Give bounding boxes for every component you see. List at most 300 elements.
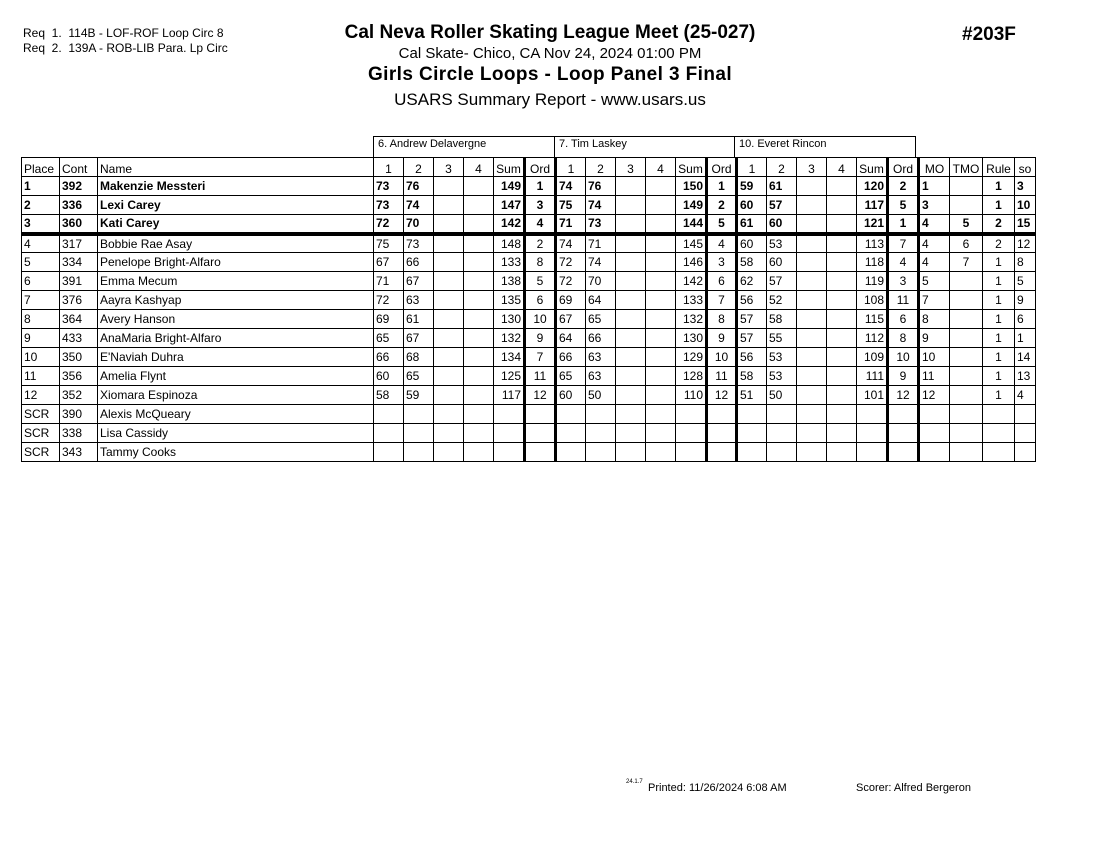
- score-cell: 58: [767, 310, 797, 329]
- name-cell: Tammy Cooks: [98, 443, 374, 462]
- sum-cell: 132: [676, 310, 707, 329]
- score-cell: 76: [404, 177, 434, 196]
- rule-cell: [983, 443, 1015, 462]
- sum-cell: 113: [857, 234, 888, 253]
- score-cell: 71: [374, 272, 404, 291]
- col-j1-score-4: 4: [464, 158, 494, 177]
- col-so: so: [1015, 158, 1036, 177]
- score-cell: [827, 234, 857, 253]
- score-cell: [827, 253, 857, 272]
- rule-cell: 1: [983, 348, 1015, 367]
- score-cell: 75: [556, 196, 586, 215]
- score-cell: [827, 291, 857, 310]
- rule-cell: 1: [983, 291, 1015, 310]
- score-cell: [464, 215, 494, 234]
- scorer-name: Scorer: Alfred Bergeron: [856, 782, 971, 794]
- sum-cell: 112: [857, 329, 888, 348]
- score-cell: [556, 443, 586, 462]
- name-cell: Makenzie Messteri: [98, 177, 374, 196]
- score-cell: 71: [556, 215, 586, 234]
- score-cell: [646, 348, 676, 367]
- event-title: Girls Circle Loops - Loop Panel 3 Final: [368, 64, 732, 85]
- score-cell: 52: [767, 291, 797, 310]
- sum-cell: [676, 405, 707, 424]
- ord-cell: 6: [888, 310, 919, 329]
- cont-cell: 350: [60, 348, 98, 367]
- score-cell: 56: [737, 291, 767, 310]
- so-cell: 1: [1015, 329, 1036, 348]
- col-j2-score-2: 2: [586, 158, 616, 177]
- score-cell: [827, 329, 857, 348]
- score-cell: [616, 424, 646, 443]
- mo-cell: 10: [919, 348, 950, 367]
- score-cell: [737, 443, 767, 462]
- cont-cell: 352: [60, 386, 98, 405]
- table-row: [22, 386, 1036, 405]
- score-cell: 74: [556, 177, 586, 196]
- score-cell: [797, 291, 827, 310]
- ord-cell: [525, 424, 556, 443]
- score-cell: [464, 310, 494, 329]
- ord-cell: 1: [525, 177, 556, 196]
- mo-cell: 1: [919, 177, 950, 196]
- score-cell: [616, 215, 646, 234]
- score-cell: 73: [374, 177, 404, 196]
- sum-cell: 117: [494, 386, 525, 405]
- name-cell: Avery Hanson: [98, 310, 374, 329]
- sum-cell: 120: [857, 177, 888, 196]
- col-j3-score-3: 3: [797, 158, 827, 177]
- rule-cell: 2: [983, 234, 1015, 253]
- table-row: [22, 253, 1036, 272]
- score-cell: 64: [586, 291, 616, 310]
- tmo-cell: 5: [950, 215, 983, 234]
- score-cell: [616, 348, 646, 367]
- score-cell: 65: [556, 367, 586, 386]
- ord-cell: 7: [525, 348, 556, 367]
- name-cell: Lisa Cassidy: [98, 424, 374, 443]
- score-cell: [434, 424, 464, 443]
- score-cell: [404, 443, 434, 462]
- tmo-cell: [950, 424, 983, 443]
- rule-cell: 1: [983, 329, 1015, 348]
- score-cell: [797, 424, 827, 443]
- cont-cell: 343: [60, 443, 98, 462]
- sum-cell: [857, 405, 888, 424]
- score-cell: [616, 177, 646, 196]
- sum-cell: 133: [676, 291, 707, 310]
- score-cell: 61: [767, 177, 797, 196]
- score-cell: [586, 443, 616, 462]
- score-cell: [434, 215, 464, 234]
- score-cell: 56: [737, 348, 767, 367]
- score-cell: [464, 386, 494, 405]
- table-row: [22, 424, 1036, 443]
- rule-cell: [983, 424, 1015, 443]
- meet-number: #203F: [962, 24, 1016, 45]
- col-tmo: TMO: [950, 158, 983, 177]
- sum-cell: 138: [494, 272, 525, 291]
- score-cell: [616, 234, 646, 253]
- sum-cell: 147: [494, 196, 525, 215]
- ord-cell: 8: [888, 329, 919, 348]
- table-row: [22, 367, 1036, 386]
- sum-cell: 128: [676, 367, 707, 386]
- sum-cell: 121: [857, 215, 888, 234]
- ord-cell: 5: [888, 196, 919, 215]
- ord-cell: [525, 405, 556, 424]
- place-cell: 7: [22, 291, 60, 310]
- tmo-cell: [950, 329, 983, 348]
- score-cell: 58: [737, 253, 767, 272]
- sum-cell: 149: [494, 177, 525, 196]
- cont-cell: 336: [60, 196, 98, 215]
- score-cell: [464, 272, 494, 291]
- tmo-cell: [950, 405, 983, 424]
- score-cell: [827, 405, 857, 424]
- table-row: [22, 329, 1036, 348]
- col-j1-score-3: 3: [434, 158, 464, 177]
- score-cell: 55: [767, 329, 797, 348]
- ord-cell: 9: [707, 329, 737, 348]
- score-cell: 66: [586, 329, 616, 348]
- score-cell: [646, 329, 676, 348]
- score-cell: [464, 424, 494, 443]
- score-cell: [434, 367, 464, 386]
- score-cell: [646, 215, 676, 234]
- sum-cell: 125: [494, 367, 525, 386]
- place-cell: 11: [22, 367, 60, 386]
- score-cell: [464, 196, 494, 215]
- score-cell: [556, 424, 586, 443]
- col-j1-score-1: 1: [374, 158, 404, 177]
- score-cell: 72: [374, 291, 404, 310]
- judge-2-header: 7. Tim Laskey: [554, 136, 735, 157]
- cont-cell: 356: [60, 367, 98, 386]
- score-cell: [646, 177, 676, 196]
- col-j2-ord: Ord: [707, 158, 737, 177]
- judge-3-header: 10. Everet Rincon: [734, 136, 916, 157]
- score-cell: 53: [767, 348, 797, 367]
- ord-cell: 2: [525, 234, 556, 253]
- score-cell: [434, 253, 464, 272]
- score-cell: [434, 405, 464, 424]
- score-cell: [797, 367, 827, 386]
- score-cell: [797, 348, 827, 367]
- ord-cell: 5: [707, 215, 737, 234]
- score-cell: 70: [586, 272, 616, 291]
- cont-cell: 376: [60, 291, 98, 310]
- col-j2-score-4: 4: [646, 158, 676, 177]
- place-cell: 9: [22, 329, 60, 348]
- score-cell: [797, 253, 827, 272]
- score-cell: [827, 196, 857, 215]
- score-cell: 68: [404, 348, 434, 367]
- col-mo: MO: [919, 158, 950, 177]
- score-cell: 60: [767, 253, 797, 272]
- rule-cell: 1: [983, 310, 1015, 329]
- ord-cell: 8: [707, 310, 737, 329]
- score-cell: [464, 405, 494, 424]
- so-cell: [1015, 405, 1036, 424]
- sum-cell: 101: [857, 386, 888, 405]
- sum-cell: 149: [676, 196, 707, 215]
- ord-cell: 10: [525, 310, 556, 329]
- rule-cell: 1: [983, 253, 1015, 272]
- score-cell: 73: [404, 234, 434, 253]
- score-cell: [616, 291, 646, 310]
- table-row: [22, 310, 1036, 329]
- score-cell: 51: [737, 386, 767, 405]
- mo-cell: 4: [919, 215, 950, 234]
- score-cell: [464, 253, 494, 272]
- sum-cell: [676, 424, 707, 443]
- col-j3-sum: Sum: [857, 158, 888, 177]
- sum-cell: 110: [676, 386, 707, 405]
- score-cell: 63: [586, 367, 616, 386]
- cont-cell: 317: [60, 234, 98, 253]
- sum-cell: 115: [857, 310, 888, 329]
- score-cell: 67: [556, 310, 586, 329]
- ord-cell: 3: [707, 253, 737, 272]
- score-cell: 70: [404, 215, 434, 234]
- ord-cell: 11: [707, 367, 737, 386]
- col-j1-sum: Sum: [494, 158, 525, 177]
- score-cell: [374, 405, 404, 424]
- score-cell: [586, 424, 616, 443]
- table-row: [22, 177, 1036, 196]
- col-j3-score-4: 4: [827, 158, 857, 177]
- tmo-cell: 7: [950, 253, 983, 272]
- score-cell: [646, 367, 676, 386]
- ord-cell: 9: [525, 329, 556, 348]
- ord-cell: 1: [888, 215, 919, 234]
- so-cell: 9: [1015, 291, 1036, 310]
- score-cell: [404, 424, 434, 443]
- cont-cell: 390: [60, 405, 98, 424]
- ord-cell: 6: [525, 291, 556, 310]
- rule-cell: 1: [983, 177, 1015, 196]
- mo-cell: 12: [919, 386, 950, 405]
- so-cell: 13: [1015, 367, 1036, 386]
- rule-cell: [983, 405, 1015, 424]
- mo-cell: 11: [919, 367, 950, 386]
- score-cell: 62: [737, 272, 767, 291]
- ord-cell: 7: [888, 234, 919, 253]
- ord-cell: [888, 424, 919, 443]
- score-cell: [434, 291, 464, 310]
- score-cell: [434, 329, 464, 348]
- ord-cell: 12: [525, 386, 556, 405]
- sum-cell: 109: [857, 348, 888, 367]
- ord-cell: 4: [888, 253, 919, 272]
- tmo-cell: [950, 291, 983, 310]
- mo-cell: [919, 443, 950, 462]
- ord-cell: 7: [707, 291, 737, 310]
- cont-cell: 364: [60, 310, 98, 329]
- sum-cell: 130: [676, 329, 707, 348]
- score-cell: 72: [556, 253, 586, 272]
- name-cell: Xiomara Espinoza: [98, 386, 374, 405]
- score-cell: 76: [586, 177, 616, 196]
- tmo-cell: [950, 443, 983, 462]
- ord-cell: 8: [525, 253, 556, 272]
- so-cell: 15: [1015, 215, 1036, 234]
- sum-cell: 144: [676, 215, 707, 234]
- table-row: [22, 348, 1036, 367]
- score-cell: [646, 272, 676, 291]
- score-cell: [616, 196, 646, 215]
- score-cell: 65: [404, 367, 434, 386]
- results-table: [21, 157, 1036, 462]
- table-row: [22, 196, 1036, 215]
- sum-cell: 145: [676, 234, 707, 253]
- sum-cell: 134: [494, 348, 525, 367]
- table-row: [22, 443, 1036, 462]
- ord-cell: 4: [707, 234, 737, 253]
- name-cell: Bobbie Rae Asay: [98, 234, 374, 253]
- cont-cell: 433: [60, 329, 98, 348]
- score-cell: [434, 310, 464, 329]
- score-cell: 74: [556, 234, 586, 253]
- score-cell: [464, 443, 494, 462]
- score-cell: [737, 405, 767, 424]
- score-cell: [646, 310, 676, 329]
- score-cell: 53: [767, 367, 797, 386]
- rule-cell: 2: [983, 215, 1015, 234]
- score-cell: [464, 367, 494, 386]
- score-cell: [827, 386, 857, 405]
- sum-cell: 129: [676, 348, 707, 367]
- so-cell: [1015, 424, 1036, 443]
- header-row: [22, 158, 1036, 177]
- score-cell: 60: [374, 367, 404, 386]
- ord-cell: 12: [888, 386, 919, 405]
- table-row: [22, 291, 1036, 310]
- score-cell: [434, 348, 464, 367]
- sum-cell: 135: [494, 291, 525, 310]
- sum-cell: 119: [857, 272, 888, 291]
- score-cell: [464, 348, 494, 367]
- ord-cell: 2: [888, 177, 919, 196]
- col-j2-score-1: 1: [556, 158, 586, 177]
- score-cell: [616, 272, 646, 291]
- score-cell: [586, 405, 616, 424]
- score-cell: 63: [404, 291, 434, 310]
- sum-cell: [494, 424, 525, 443]
- score-cell: 75: [374, 234, 404, 253]
- score-cell: [767, 405, 797, 424]
- requirement-1: Req 1. 114B - LOF-ROF Loop Circ 8: [23, 26, 224, 40]
- place-cell: SCR: [22, 443, 60, 462]
- score-cell: 71: [586, 234, 616, 253]
- col-place: Place: [22, 158, 60, 177]
- col-j1-score-2: 2: [404, 158, 434, 177]
- score-cell: [616, 329, 646, 348]
- mo-cell: [919, 405, 950, 424]
- name-cell: AnaMaria Bright-Alfaro: [98, 329, 374, 348]
- judge-1-header: 6. Andrew Delavergne: [373, 136, 555, 157]
- col-j2-sum: Sum: [676, 158, 707, 177]
- col-j1-ord: Ord: [525, 158, 556, 177]
- name-cell: Kati Carey: [98, 215, 374, 234]
- name-cell: Amelia Flynt: [98, 367, 374, 386]
- rule-cell: 1: [983, 196, 1015, 215]
- table-row: [22, 405, 1036, 424]
- tmo-cell: [950, 348, 983, 367]
- score-cell: 60: [737, 234, 767, 253]
- score-cell: [797, 215, 827, 234]
- ord-cell: [525, 443, 556, 462]
- score-cell: [797, 386, 827, 405]
- meet-location: Cal Skate- Chico, CA Nov 24, 2024 01:00 PM: [398, 45, 702, 62]
- place-cell: 1: [22, 177, 60, 196]
- score-cell: [737, 424, 767, 443]
- ord-cell: 9: [888, 367, 919, 386]
- tmo-cell: 6: [950, 234, 983, 253]
- ord-cell: [707, 443, 737, 462]
- score-cell: [464, 234, 494, 253]
- score-cell: 72: [556, 272, 586, 291]
- score-cell: 72: [374, 215, 404, 234]
- so-cell: 8: [1015, 253, 1036, 272]
- score-cell: 74: [404, 196, 434, 215]
- ord-cell: 3: [888, 272, 919, 291]
- col-cont: Cont: [60, 158, 98, 177]
- cont-cell: 334: [60, 253, 98, 272]
- table-row: [22, 215, 1036, 234]
- sum-cell: 117: [857, 196, 888, 215]
- ord-cell: 5: [525, 272, 556, 291]
- score-cell: [827, 443, 857, 462]
- score-cell: [616, 405, 646, 424]
- score-cell: [767, 424, 797, 443]
- score-cell: 66: [374, 348, 404, 367]
- tmo-cell: [950, 177, 983, 196]
- ord-cell: 10: [888, 348, 919, 367]
- score-cell: 63: [586, 348, 616, 367]
- score-cell: [434, 234, 464, 253]
- mo-cell: 5: [919, 272, 950, 291]
- so-cell: 14: [1015, 348, 1036, 367]
- ord-cell: 12: [707, 386, 737, 405]
- score-cell: [464, 291, 494, 310]
- tmo-cell: [950, 310, 983, 329]
- score-cell: [646, 443, 676, 462]
- score-cell: 66: [556, 348, 586, 367]
- score-cell: 66: [404, 253, 434, 272]
- place-cell: 3: [22, 215, 60, 234]
- score-cell: [797, 196, 827, 215]
- score-cell: 50: [767, 386, 797, 405]
- score-cell: 60: [767, 215, 797, 234]
- score-cell: [616, 367, 646, 386]
- score-cell: 67: [404, 272, 434, 291]
- score-cell: 60: [556, 386, 586, 405]
- cont-cell: 338: [60, 424, 98, 443]
- place-cell: 10: [22, 348, 60, 367]
- score-cell: 50: [586, 386, 616, 405]
- cont-cell: 392: [60, 177, 98, 196]
- so-cell: 12: [1015, 234, 1036, 253]
- version-code: 24.1.7: [626, 779, 643, 785]
- tmo-cell: [950, 272, 983, 291]
- score-cell: 57: [737, 329, 767, 348]
- col-j3-ord: Ord: [888, 158, 919, 177]
- score-cell: [797, 234, 827, 253]
- so-cell: 3: [1015, 177, 1036, 196]
- score-cell: [767, 443, 797, 462]
